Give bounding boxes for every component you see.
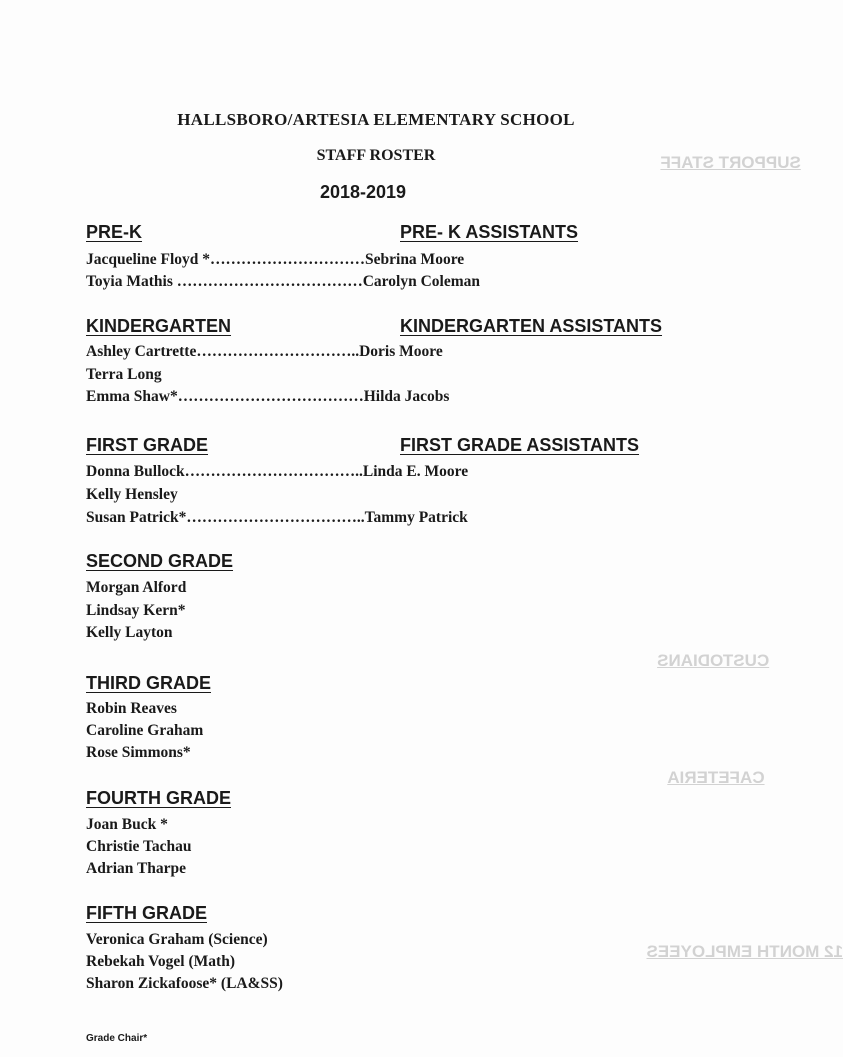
section-kindergarten-heading: KINDERGARTEN [86, 316, 232, 336]
school-name: HALLSBORO/ARTESIA ELEMENTARY SCHOOL [177, 110, 575, 129]
section-kindergarten-assistants-heading: KINDERGARTEN ASSISTANTS [400, 316, 663, 336]
roster-line: Terra Long [86, 366, 162, 383]
roster-line: Kelly Hensley [86, 486, 178, 503]
roster-line: Lindsay Kern* [86, 602, 186, 619]
section-fourth-grade-heading: FOURTH GRADE [86, 788, 231, 808]
roster-line: Toyia Mathis ………………………………Carolyn Coleman [86, 273, 480, 290]
roster-line: Ashley Cartrette…………………………..Doris Moore [86, 343, 443, 360]
section-first-grade-heading: FIRST GRADE [86, 435, 209, 455]
roster-line: Robin Reaves [86, 700, 177, 717]
grade-chair-note: Grade Chair* [86, 1033, 148, 1044]
roster-line: Adrian Tharpe [86, 860, 187, 877]
roster-line: Susan Patrick*……………………………..Tammy Patrick [86, 509, 468, 526]
school-year: 2018-2019 [319, 182, 407, 202]
roster-line: Donna Bullock……………………………..Linda E. Moore [86, 463, 469, 480]
roster-line: Joan Buck * [86, 816, 168, 833]
roster-line: Veronica Graham (Science) [86, 931, 268, 948]
roster-line: Rebekah Vogel (Math) [86, 953, 235, 970]
roster-line: Jacqueline Floyd *…………………………Sebrina Moore [86, 251, 465, 268]
roster-line: Kelly Layton [86, 624, 173, 641]
section-prek-assistants-heading: PRE- K ASSISTANTS [400, 222, 579, 242]
section-second-grade-heading: SECOND GRADE [86, 551, 234, 571]
section-fifth-grade-heading: FIFTH GRADE [86, 903, 207, 923]
roster-line: Morgan Alford [86, 579, 187, 596]
roster-title: STAFF ROSTER [316, 147, 436, 164]
section-third-grade-heading: THIRD GRADE [86, 673, 211, 693]
roster-line: Rose Simmons* [86, 744, 191, 761]
bleed-through-support-staff: SUPPORT STAFF [660, 153, 801, 172]
section-first-grade-assistants-heading: FIRST GRADE ASSISTANTS [400, 435, 640, 455]
bleed-through-12-month: 12 MONTH EMPLOYEES [646, 942, 843, 961]
roster-line: Sharon Zickafoose* (LA&SS) [86, 975, 283, 992]
section-prek-heading: PRE-K [86, 222, 143, 242]
roster-line: Christie Tachau [86, 838, 192, 855]
roster-line: Caroline Graham [86, 722, 204, 739]
bleed-through-custodians: CUSTODIANS [657, 651, 770, 670]
bleed-through-cafeteria: CAFETERIA [667, 768, 765, 787]
roster-line: Emma Shaw*………………………………Hilda Jacobs [86, 388, 450, 405]
